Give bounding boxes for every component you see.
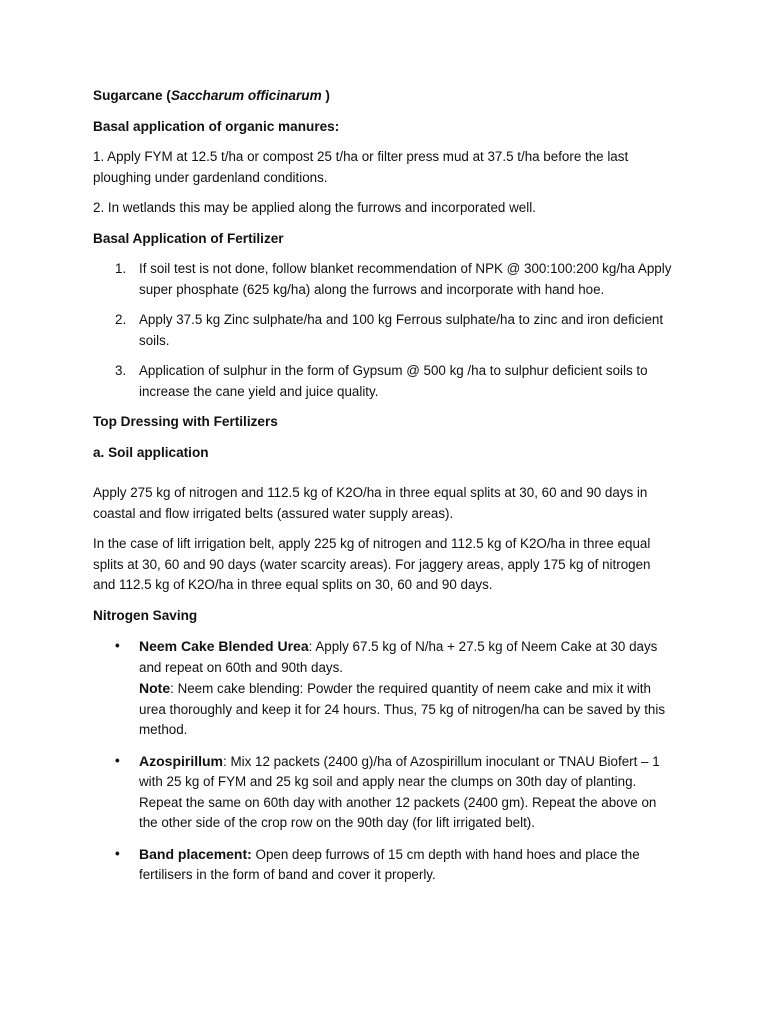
paragraph-organic-2: 2. In wetlands this may be applied along the furrows and incorporated well. [93,200,536,215]
species-name: Saccharum officinarum [170,88,322,103]
list-item [93,751,673,834]
fertilizer-list [93,259,673,402]
list-item-text: If soil test is not done, follow blanket recommendation of NPK @ 300:100:200 kg/ha Apply super phosphate (625 kg/ha) along the furrows and incorporate with hand hoe. [139,261,672,297]
bullet-term: Azospirillum [139,752,224,769]
heading-basal-fertilizer: Basal Application of Fertilizer [93,230,284,246]
note-text: : Neem cake blending: Powder the required quantity of neem cake and mix it with urea thoroughly and keep it for 24 hours. Thus, 75 kg of nitrogen/ha can be saved by this method. [139,681,666,737]
heading-nitrogen-saving: Nitrogen Saving [93,607,198,623]
list-item [93,361,673,402]
list-number: 3. [115,363,127,378]
paragraph-soil-1: Apply 275 kg of nitrogen and 112.5 kg of K2O/ha in three equal splits at 30, 60 and 90 days in coastal and flow irrigated belts (assured water supply areas). [93,485,648,521]
heading-top-dressing: Top Dressing with Fertilizers [93,414,278,429]
document-title: Sugarcane (Saccharum officinarum ) [93,88,330,103]
list-item [93,259,673,300]
list-number: 2. [115,312,127,327]
list-item [93,310,673,351]
bullet-icon: • [115,845,120,861]
heading-basal-organic: Basal application of organic manures: [93,118,340,134]
list-item-text: Application of sulphur in the form of Gypsum @ 500 kg /ha to sulphur deficient soils to increase the cane yield and juice quality. [139,363,648,399]
bullet-text: : Mix 12 packets (2400 g)/ha of Azospirillum inoculant or TNAU Biofert – 1 with 25 kg of FYM and 25 kg soil and apply near the clumps on 30th day of planting. Repeat the same on 60th day with another 12 packets (2400 gm). Repeat the above on the other side of the crop row on the 90th day (for lift irrigated belt). [139,753,660,830]
bullet-text: : Apply 67.5 kg of N/ha + 27.5 kg of Neem Cake at 30 days and repeat on 60th and 90th days. [139,639,658,675]
paragraph-soil-2: In the case of lift irrigation belt, apply 225 kg of nitrogen and 112.5 kg of K2O/ha in three equal splits at 30, 60 and 90 days (water scarcity areas). For jaggery areas, apply 175 kg of nitrogen and 112.5 kg of K2O/ha in three equal splits on 30, 60 and 90 days. [93,536,651,592]
document-body [93,86,673,886]
list-item [93,844,673,886]
list-item [93,636,673,741]
bullet-term: Neem Cake Blended Urea [139,638,309,654]
list-item-text: Apply 37.5 kg Zinc sulphate/ha and 100 kg Ferrous sulphate/ha to zinc and iron deficient soils. [139,312,664,348]
bullet-icon: • [115,752,120,768]
list-number: 1. [115,261,127,276]
nitrogen-saving-list [93,636,673,886]
bullet-term: Band placement: [139,845,252,862]
note-label: Note [139,680,171,696]
bullet-icon: • [115,638,120,653]
paragraph-organic-1: 1. Apply FYM at 12.5 t/ha or compost 25 t/ha or filter press mud at 37.5 t/ha before the last ploughing under gardenland conditions. [93,149,629,185]
subheading-soil-application: a. Soil application [93,444,209,460]
bullet-text: Open deep furrows of 15 cm depth with hand hoes and place the fertilisers in the form of band and cover it properly. [139,846,640,882]
